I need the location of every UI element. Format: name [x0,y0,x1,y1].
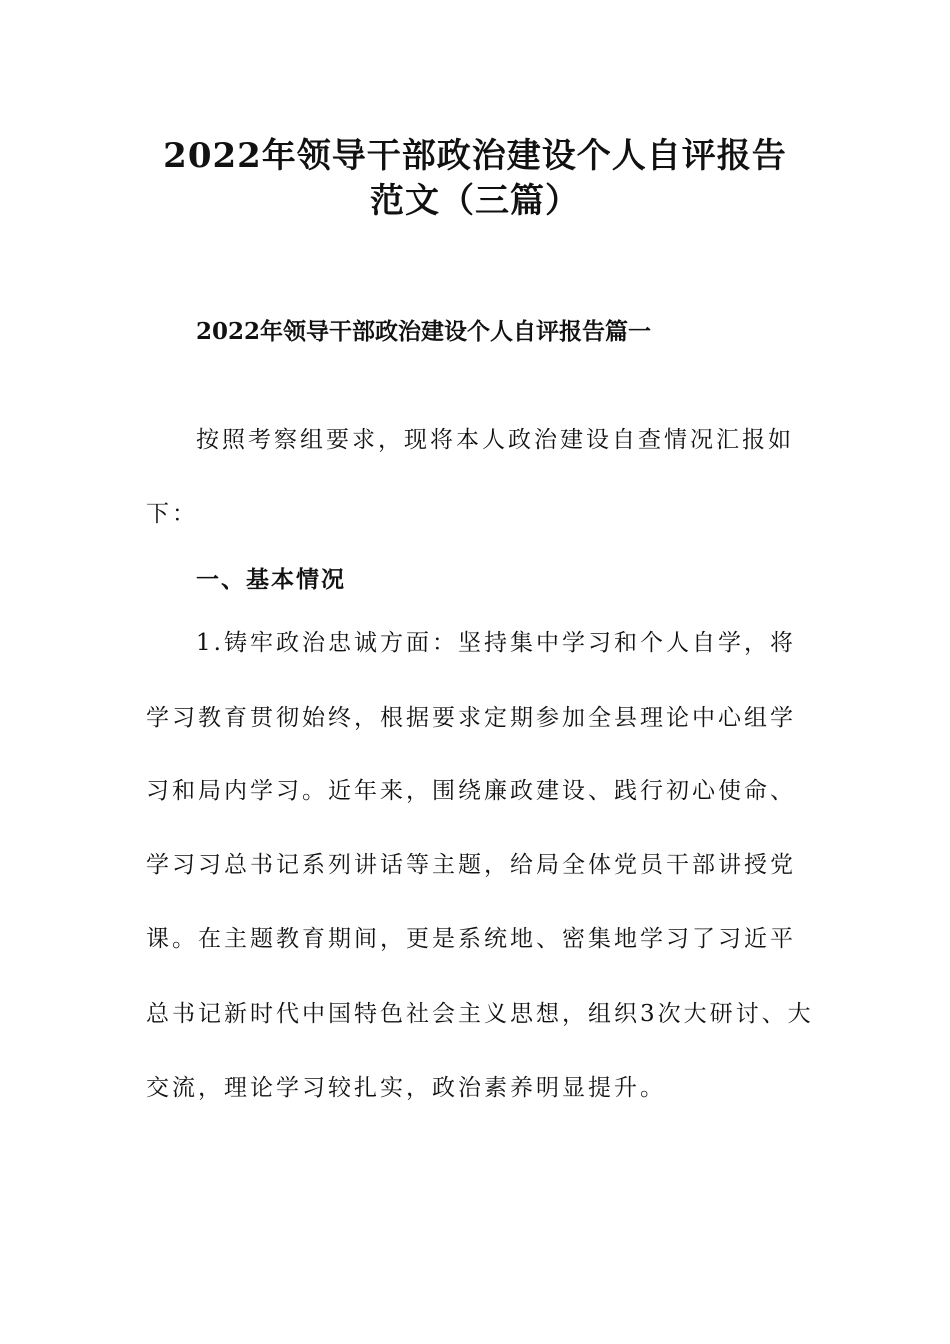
paragraph-line-2: 学习教育贯彻始终，根据要求定期参加全县理论中心组学 [146,705,796,731]
heading-basic-situation: 一、基本情况 [196,566,346,593]
paragraph-line-7: 交流，理论学习较扎实，政治素养明显提升。 [146,1075,666,1101]
paragraph-line-3: 习和局内学习。近年来，围绕廉政建设、践行初心使命、 [146,778,796,804]
paragraph-line-1: 1.铸牢政治忠诚方面：坚持集中学习和个人自学，将 [196,630,796,656]
paragraph-line-5: 课。在主题教育期间，更是系统地、密集地学习了习近平 [146,926,796,952]
document-title-line-1: 2022年领导干部政治建设个人自评报告 [163,136,787,176]
intro-line-2: 下： [146,501,198,527]
paragraph-line-6: 总书记新时代中国特色社会主义思想，组织3次大研讨、大 [146,1001,814,1027]
paragraph-line-4: 学习习总书记系列讲话等主题，给局全体党员干部讲授党 [146,852,796,878]
intro-line-1: 按照考察组要求，现将本人政治建设自查情况汇报如 [196,427,794,453]
document-title-line-2: 范文（三篇） [370,181,580,221]
section-title: 2022年领导干部政治建设个人自评报告篇一 [196,318,652,345]
